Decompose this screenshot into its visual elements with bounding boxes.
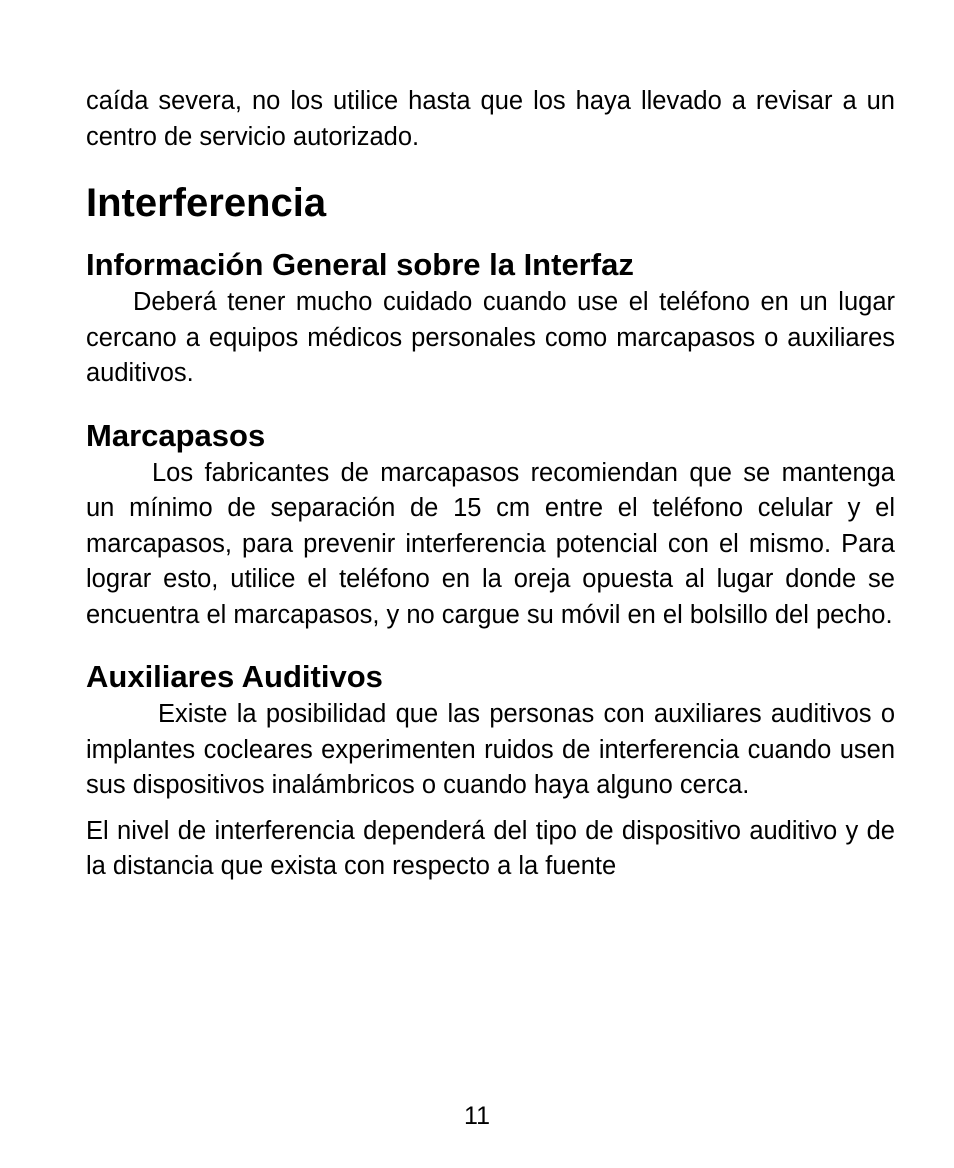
pacemakers-paragraph: Los fabricantes de marcapasos recomiendan que se mantenga un mínimo de separación de 15 cm entre el teléfono celular y el marcapasos, para prevenir interferencia potencial con el mismo. Para lograr esto, utilice el teléfono en la oreja opuesta al lugar donde se encuentra el marcapasos, y no cargue su móvil en el bolsillo del pecho. — [86, 458, 895, 629]
general-heading: Información General sobre la Interfaz — [86, 247, 634, 282]
hearing-aids-heading: Auxiliares Auditivos — [86, 659, 383, 694]
section-title: Interferencia — [86, 181, 327, 225]
hearing-aids-paragraph-2: El nivel de interferencia dependerá del tipo de dispositivo auditivo y de la distancia que exista con respecto a la fuente — [86, 816, 895, 880]
general-paragraph: Deberá tener mucho cuidado cuando use el teléfono en un lugar cercano a equipos médicos personales como marcapasos o auxiliares auditivos. — [86, 288, 895, 387]
pacemakers-heading: Marcapasos — [86, 417, 266, 453]
hearing-aids-paragraph-1: Existe la posibilidad que las personas con auxiliares auditivos o implantes cocleares experimenten ruidos de interferencia cuando usen sus dispositivos inalámbricos o cuando haya alguno cerca. — [86, 700, 895, 799]
page-number: 11 — [464, 1102, 490, 1130]
continuation-paragraph: caída severa, no los utilice hasta que los haya llevado a revisar a un centro de servicio autorizado. — [86, 87, 895, 151]
document-page — [86, 84, 895, 885]
